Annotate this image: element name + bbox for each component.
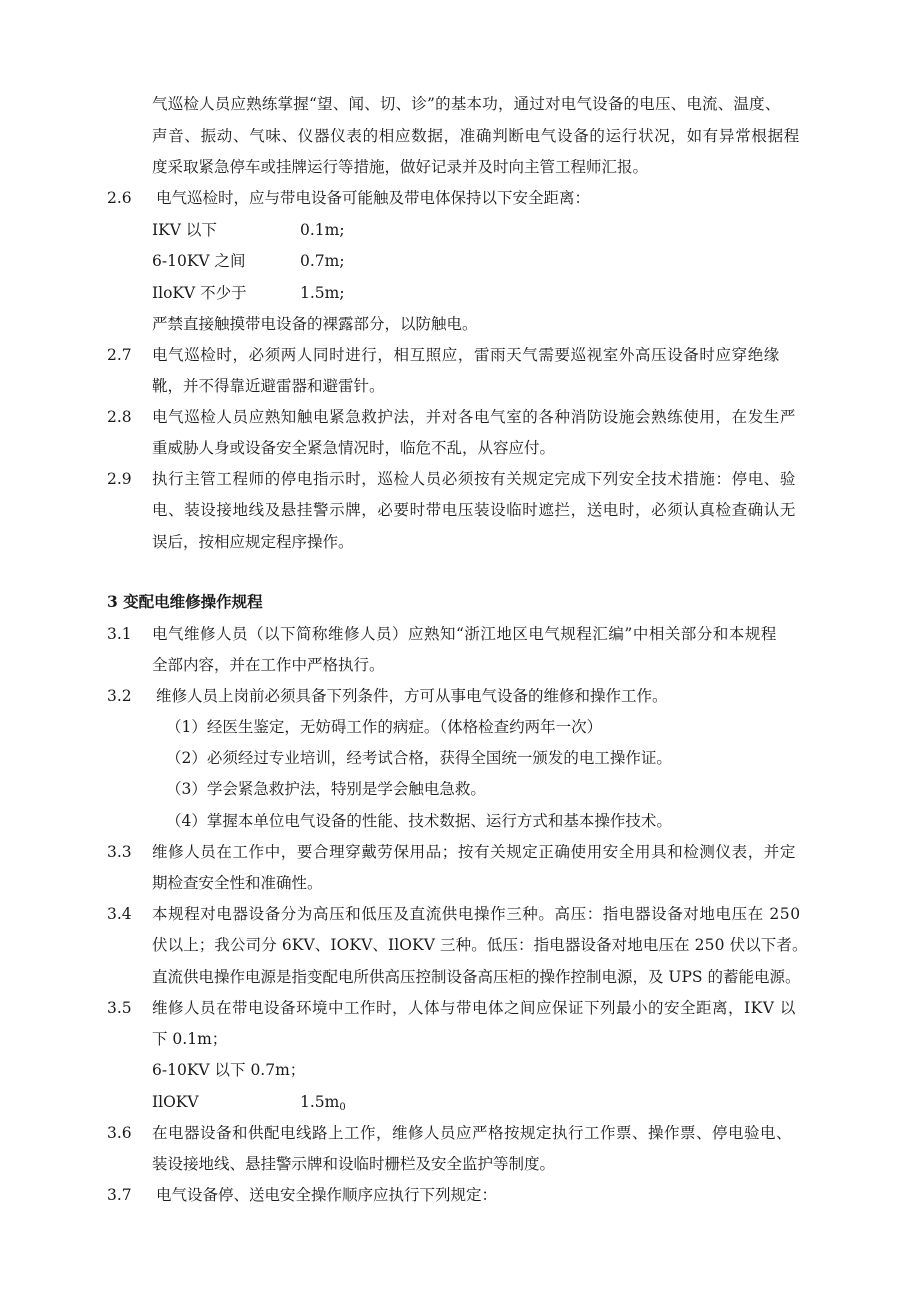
paragraph-line: 电气巡检时，应与带电设备可能触及带电体保持以下安全距离： (156, 189, 591, 207)
section-number: 2.7 (107, 346, 132, 364)
section-number: 2.6 (107, 189, 132, 207)
paragraph-line: 下 0.1m； (152, 1030, 228, 1048)
paragraph-line: 本规程对电器设备分为高压和低压及直流供电操作三种。高压：指电器设备对地电压在 250 (152, 905, 801, 923)
intro-line-1: 气巡检人员应熟练掌握“望、闻、切、诊”的基本功，通过对电气设备的电压、电流、温度、 (152, 95, 781, 113)
paragraph-line: 重威胁人身或设备安全紧急情况时，临危不乱，从容应付。 (152, 439, 556, 457)
section-number: 2.9 (107, 470, 132, 488)
list-item: （1）经医生鉴定，无妨碍工作的病症。（体格检查约两年一次） (166, 718, 603, 736)
paragraph-line: 电气设备停、送电安全操作顺序应执行下列规定： (156, 1186, 498, 1204)
list-item: （3）学会紧急救护法，特别是学会触电急救。 (166, 780, 486, 798)
paragraph-line: 执行主管工程师的停电指示时，巡检人员必须按有关规定完成下列安全技术措施：停电、验 (152, 470, 797, 488)
distance-label: 6-10KV 之间 (152, 252, 246, 270)
paragraph-line: 电气巡检人员应熟知触电紧急救护法，并对各电气室的各种消防设施会熟练使用，在发生严 (152, 408, 797, 426)
distance-value: 1.5m; (300, 284, 345, 302)
list-item: （4）掌握本单位电气设备的性能、技术数据、运行方式和基本操作技术。 (166, 812, 672, 830)
distance-value: 0.1m; (300, 221, 345, 239)
paragraph-line: 在电器设备和供配电线路上工作，维修人员应严格按规定执行工作票、操作票、停电验电、 (152, 1124, 793, 1142)
intro-line-3: 度采取紧急停车或挂牌运行等措施，做好记录并及时向主管工程师汇报。 (152, 158, 649, 176)
paragraph-line: 直流供电操作电源是指变配电所供高压控制设备高压柜的操作控制电源，及 UPS 的蓄能电源。 (152, 968, 801, 986)
section-heading: 3 变配电维修操作规程 (107, 592, 263, 611)
paragraph-line: 期检查安全性和准确性。 (152, 874, 323, 892)
distance-label: IloKV 不少于 (152, 284, 247, 302)
distance-number: 1.5m (300, 1093, 340, 1111)
paragraph-line: 严禁直接触摸带电设备的裸露部分，以防触电。 (152, 315, 478, 333)
paragraph-line: 误后，按相应规定程序操作。 (152, 533, 354, 551)
paragraph-line: 电气巡检时，必须两人同时进行，相互照应，雷雨天气需要巡视室外高压设备时应穿绝缘 (152, 346, 780, 364)
list-item: （2）必须经过专业培训，经考试合格，获得全国统一颁发的电工操作证。 (166, 749, 672, 767)
distance-label: IlOKV (152, 1093, 199, 1111)
paragraph-line: 伏以上；我公司分 6KV、IOKV、IlOKV 三种。低压：指电器设备对地电压在 250 伏以下者。 (152, 936, 808, 954)
paragraph-line: 维修人员在带电设备环境中工作时，人体与带电体之间应保证下列最小的安全距离，IKV 以 (152, 999, 796, 1017)
section-number: 2.8 (107, 408, 132, 426)
section-number: 3.6 (107, 1124, 132, 1142)
section-number: 3.1 (107, 625, 132, 643)
paragraph-line: 维修人员在工作中，要合理穿戴劳保用品；按有关规定正确使用安全用具和检测仪表，并定 (152, 843, 797, 861)
paragraph-line: 维修人员上岗前必须具备下列条件，方可从事电气设备的维修和操作工作。 (156, 687, 668, 705)
paragraph-line: 电气维修人员（以下简称维修人员）应熟知“浙江地区电气规程汇编”中相关部分和本规程 (152, 625, 777, 643)
section-number: 3.2 (107, 687, 132, 705)
paragraph-line: 靴，并不得靠近避雷器和避雷针。 (152, 377, 385, 395)
paragraph-line: 6-10KV 以下 0.7m； (152, 1061, 306, 1079)
paragraph-line: 装设接地线、悬挂警示牌和设临时栅栏及安全监护等制度。 (152, 1155, 556, 1173)
section-number: 3.4 (107, 905, 132, 923)
distance-value: 0.7m; (300, 252, 345, 270)
intro-line-2: 声音、振动、气味、仪器仪表的相应数据，准确判断电气设备的运行状况，如有异常根据程 (152, 127, 801, 145)
section-number: 3.3 (107, 843, 132, 861)
distance-label: IKV 以下 (152, 221, 217, 239)
paragraph-line: 电、装设接地线及悬挂警示牌，必要时带电压装设临时遮拦，送电时，必须认真检查确认无 (152, 501, 797, 519)
paragraph-line: 全部内容，并在工作中严格执行。 (152, 656, 385, 674)
section-number: 3.5 (107, 999, 132, 1017)
section-number: 3.7 (107, 1186, 132, 1204)
distance-value (300, 1092, 346, 1118)
distance-subscript: 0 (339, 1102, 346, 1113)
